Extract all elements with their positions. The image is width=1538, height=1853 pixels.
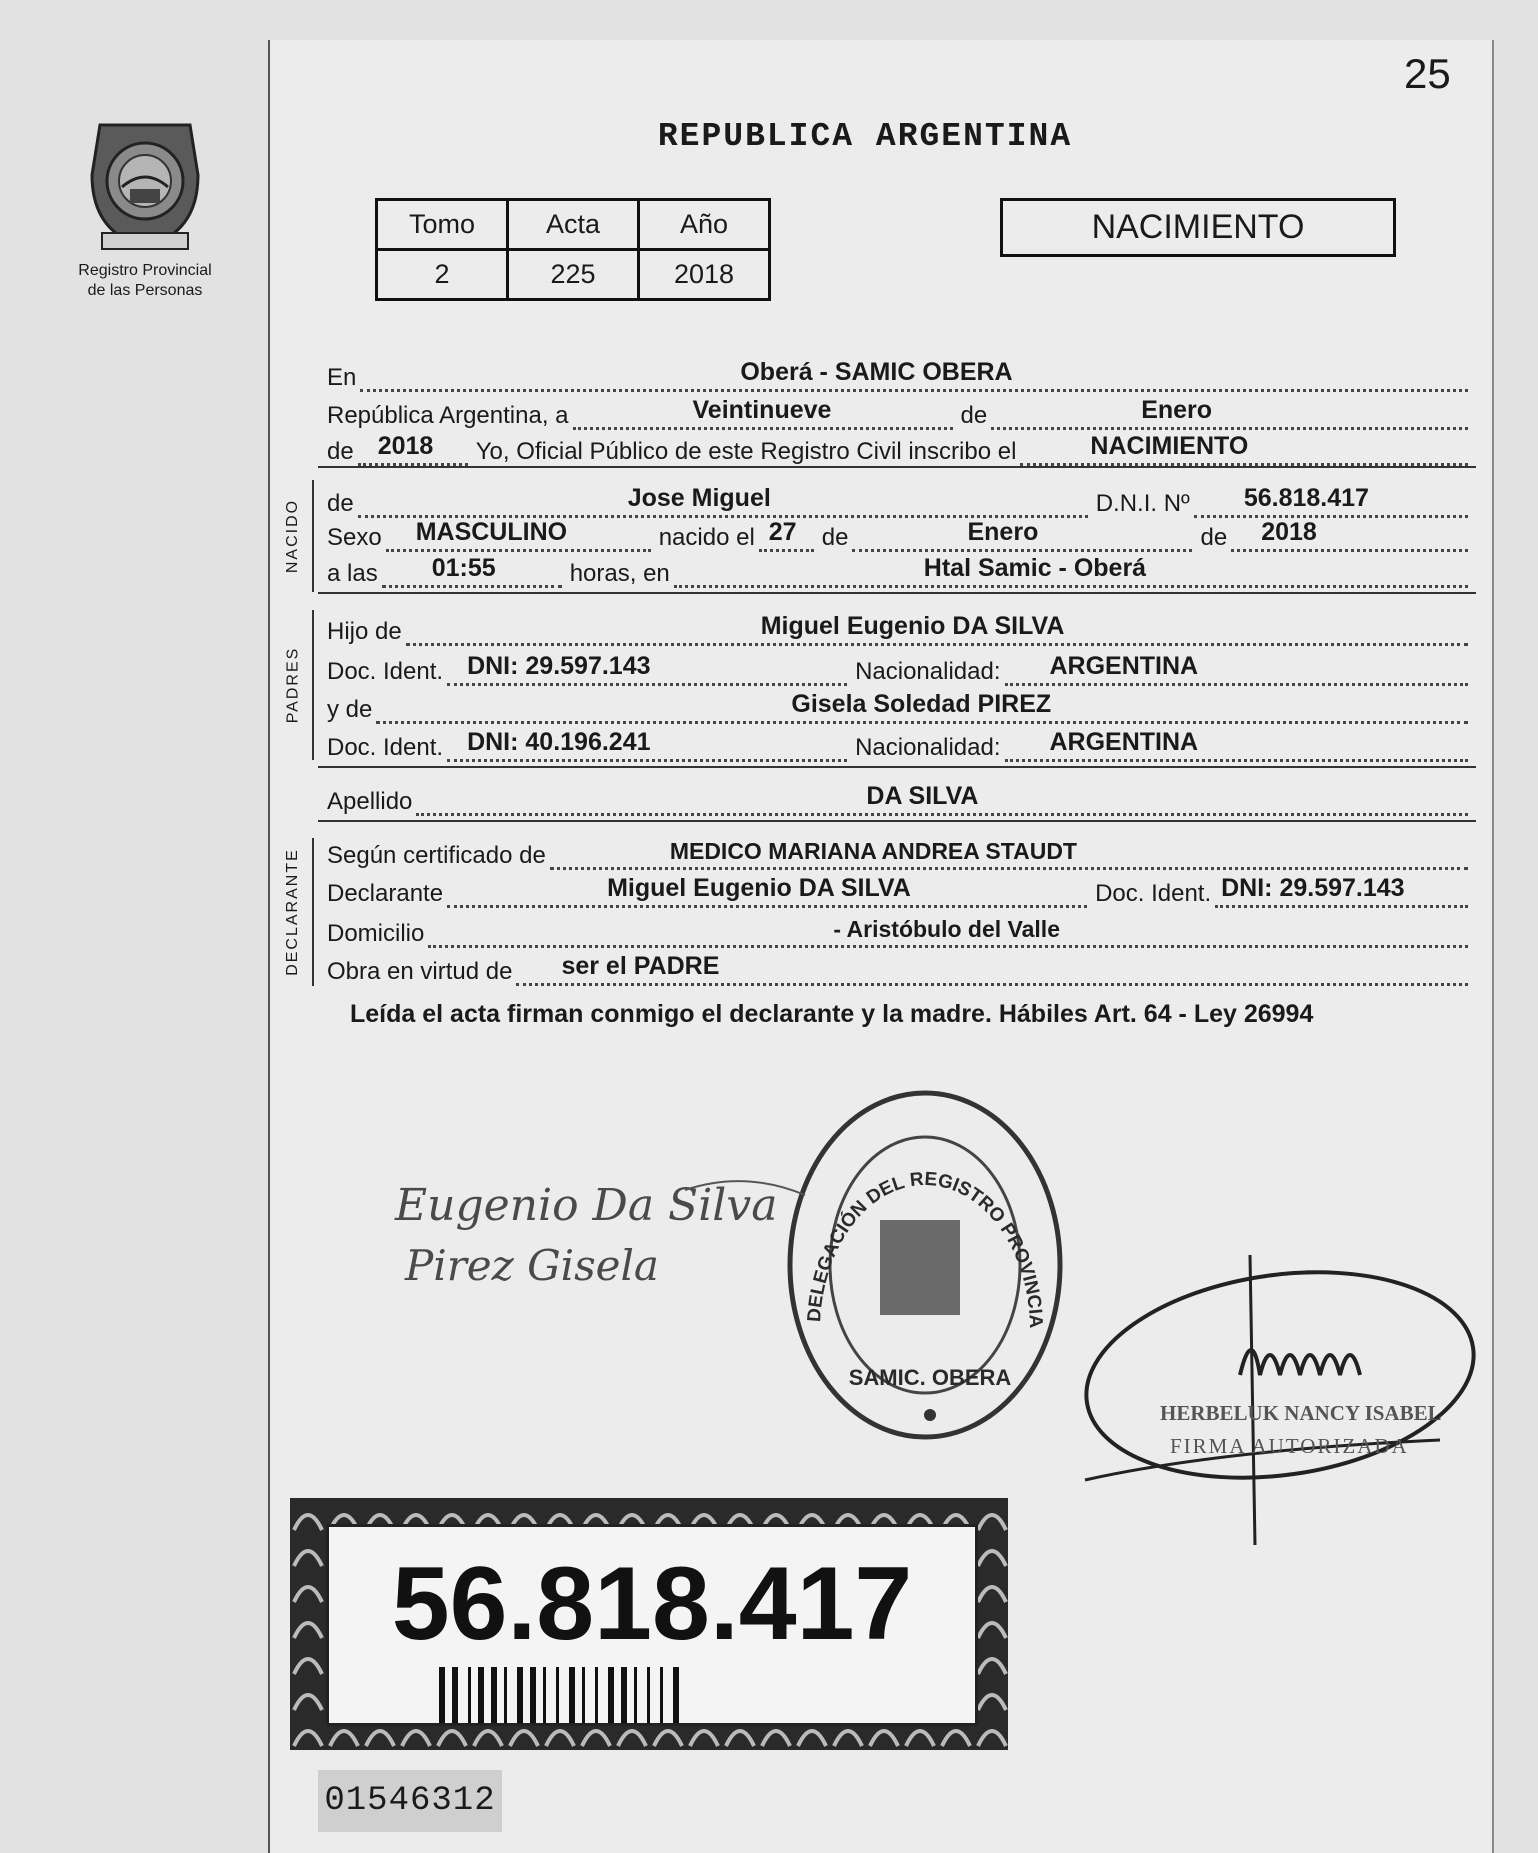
barcode-bars-icon: [439, 1667, 859, 1723]
logo-caption-line2: de las Personas: [87, 282, 203, 299]
province-seal-icon: [80, 115, 210, 255]
section-bar: [312, 480, 314, 592]
value-surname: DA SILVA: [866, 782, 979, 810]
divider: [318, 592, 1476, 594]
row-year-event: [327, 432, 1468, 466]
value-anio: 2018: [639, 250, 770, 300]
label-doc-ident: Doc. Ident.: [327, 734, 444, 761]
section-declarante: DECLARANTE: [284, 848, 302, 976]
closing-note: Leída el acta firman conmigo el declarante y la madre. Hábiles Art. 64 - Ley 26994: [350, 1000, 1314, 1028]
value-declarant-name: Miguel Eugenio DA SILVA: [607, 874, 911, 902]
row-child-name: [327, 484, 1468, 518]
label-y-de: y de: [327, 696, 373, 723]
label-doc-ident: Doc. Ident.: [327, 658, 444, 685]
label-dni: D.N.I. Nº: [1095, 490, 1190, 517]
dni-barcode-label: [290, 1498, 1008, 1750]
section-nacido: NACIDO: [284, 498, 302, 574]
row-sex-birthdate: [327, 518, 1468, 552]
handwritten-signatures: [385, 1150, 905, 1345]
row-father-doc: [327, 652, 1468, 686]
header-tomo: Tomo: [377, 200, 508, 250]
row-reason: [327, 952, 1468, 986]
officer-signature: [1060, 1225, 1480, 1560]
row-father: [327, 612, 1468, 646]
label-apellido: Apellido: [327, 788, 413, 815]
stamp-inner-text: SAMIC. OBERA: [848, 1365, 1012, 1390]
row-surname: [327, 782, 1468, 816]
label-nacionalidad: Nacionalidad:: [855, 658, 1001, 685]
registry-logo: [60, 115, 230, 301]
officer-name: HERBELUK NANCY ISABEL: [1160, 1401, 1442, 1425]
label-segun-certificado: Según certificado de: [327, 842, 546, 869]
row-place: [327, 358, 1468, 392]
value-event: NACIMIENTO: [1090, 432, 1249, 460]
label-declarante: Declarante: [327, 880, 444, 907]
officer-role: FIRMA AUTORIZADA: [1170, 1434, 1409, 1458]
header-anio: Año: [639, 200, 770, 250]
label-de-month: de: [960, 402, 988, 429]
label-hijo-de: Hijo de: [327, 618, 402, 645]
divider: [318, 466, 1476, 468]
value-reason: ser el PADRE: [561, 952, 720, 980]
value-child-dni: 56.818.417: [1243, 484, 1369, 512]
value-year: 2018: [377, 432, 434, 460]
label-oficial: Yo, Oficial Público de este Registro Civil inscribo el: [475, 438, 1017, 465]
divider: [318, 820, 1476, 822]
label-en: En: [327, 364, 357, 391]
label-doc-ident: Doc. Ident.: [1095, 880, 1212, 907]
value-birth-month: Enero: [967, 518, 1039, 546]
row-certificate: [327, 836, 1468, 870]
logo-caption-line1: Registro Provincial: [78, 262, 212, 279]
stamp-outer-text: DELEGACIÓN DEL REGISTRO PROVINCIA: [804, 1168, 1047, 1329]
section-padres: PADRES: [284, 646, 302, 724]
value-day-words: Veintinueve: [692, 396, 832, 424]
dni-big-number: 56.818.417: [391, 1546, 913, 1662]
label-horas-en: horas, en: [569, 560, 670, 587]
section-bar: [312, 610, 314, 760]
value-declarant-doc: DNI: 29.597.143: [1221, 874, 1405, 902]
row-mother: [327, 690, 1468, 724]
value-father-name: Miguel Eugenio DA SILVA: [760, 612, 1065, 640]
label-republica: República Argentina, a: [327, 402, 569, 429]
label-de: de: [327, 490, 354, 517]
section-bar: [312, 838, 314, 986]
row-declarant: [327, 874, 1468, 908]
row-date: [327, 396, 1468, 430]
label-de-3: de: [1200, 524, 1228, 551]
value-mother-nationality: ARGENTINA: [1049, 728, 1199, 756]
label-domicilio: Domicilio: [327, 920, 425, 947]
value-child-name: Jose Miguel: [627, 484, 771, 512]
value-month: Enero: [1141, 396, 1213, 424]
signature-mother: Pirez Gisela: [405, 1241, 659, 1290]
register-table: [375, 198, 771, 301]
divider: [318, 766, 1476, 768]
page-number: 25: [1404, 50, 1451, 97]
document-title: REPUBLICA ARGENTINA: [657, 118, 1073, 155]
value-mother-doc: DNI: 40.196.241: [467, 728, 651, 756]
label-a-las: a las: [327, 560, 378, 587]
label-sexo: Sexo: [327, 524, 382, 551]
row-time-place: [327, 554, 1468, 588]
label-nacido-el: nacido el: [658, 524, 755, 551]
value-domicile: - Aristóbulo del Valle: [833, 916, 1060, 942]
value-acta: 225: [508, 250, 639, 300]
label-de-2: de: [821, 524, 849, 551]
signature-declarant: Eugenio Da Silva: [395, 1180, 778, 1231]
label-de-year: de: [327, 438, 354, 465]
value-birth-place: Htal Samic - Oberá: [923, 554, 1147, 582]
value-certificate: MEDICO MARIANA ANDREA STAUDT: [669, 838, 1077, 864]
value-tomo: 2: [377, 250, 508, 300]
label-nacionalidad: Nacionalidad:: [855, 734, 1001, 761]
value-father-nationality: ARGENTINA: [1049, 652, 1199, 680]
serial-number: 01546312: [318, 1770, 502, 1832]
value-birth-day: 27: [768, 518, 797, 546]
row-domicile: [327, 914, 1468, 948]
value-mother-name: Gisela Soledad PIREZ: [791, 690, 1052, 718]
value-place: Oberá - SAMIC OBERA: [740, 358, 1013, 386]
label-obra-en-virtud: Obra en virtud de: [327, 958, 513, 985]
value-father-doc: DNI: 29.597.143: [467, 652, 651, 680]
document-type-box: NACIMIENTO: [1000, 198, 1396, 257]
header-acta: Acta: [508, 200, 639, 250]
row-mother-doc: [327, 728, 1468, 762]
value-sexo: MASCULINO: [415, 518, 568, 546]
value-birth-year: 2018: [1261, 518, 1317, 546]
value-birth-time: 01:55: [431, 554, 496, 582]
